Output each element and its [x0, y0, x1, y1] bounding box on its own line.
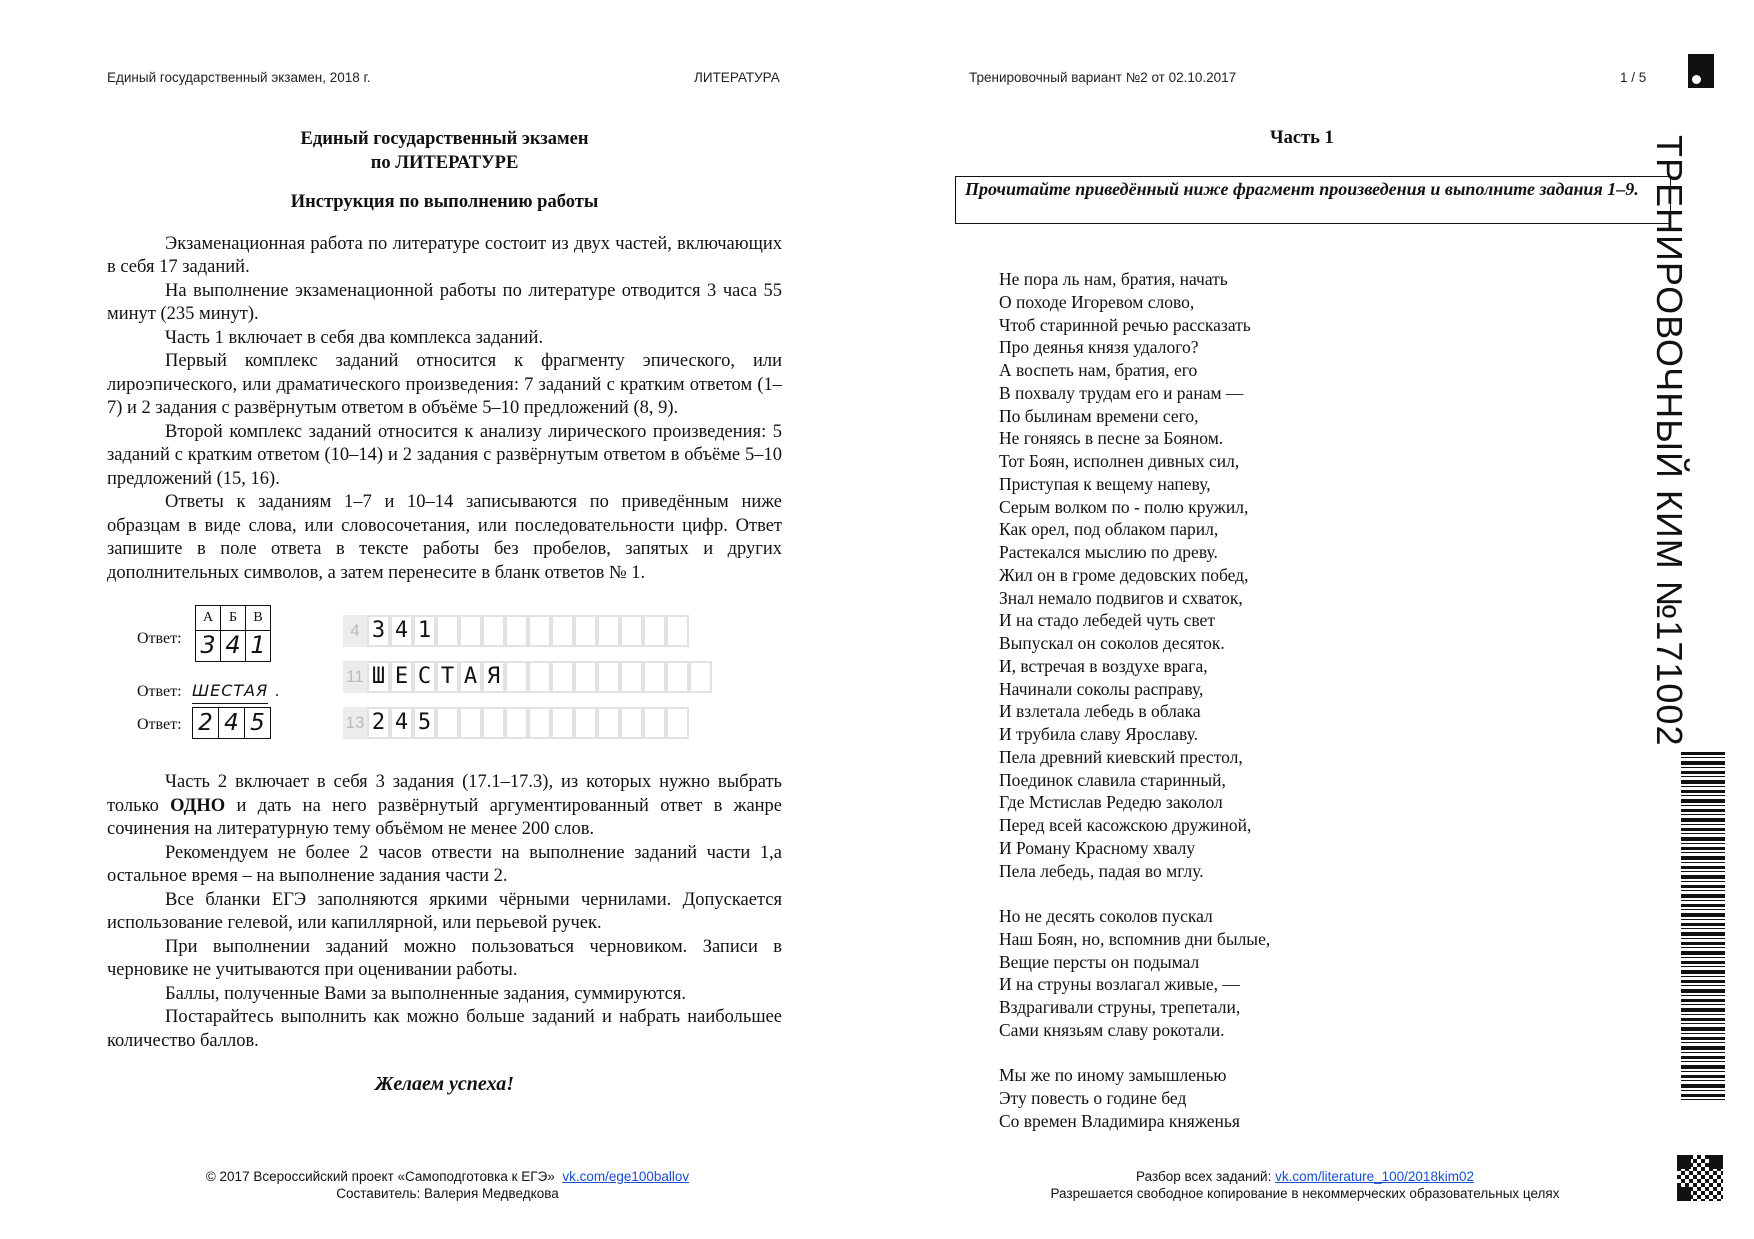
- answer-form-grid-2: [343, 661, 712, 693]
- grid-cell: [528, 615, 551, 647]
- poem-line: Не пора ль нам, братия, начать: [999, 269, 1228, 289]
- grid-cell: 4: [390, 707, 413, 739]
- paragraph: Все бланки ЕГЭ заполняются яркими чёрными чернилами. Допускается использование гелевой, или капиллярной, или перьевой ручек.: [107, 889, 782, 933]
- side-title-text: ТРЕНИРОВОЧНЫЙ КИМ №171002: [1649, 135, 1690, 747]
- word-answer-suffix: .: [275, 683, 279, 700]
- footer-copy-notice: Разрешается свободное копирование в некоммерческих образовательных целях: [1050, 1186, 1560, 1201]
- grid-cell: [689, 661, 712, 693]
- poem-line: Как орел, под облаком парил,: [999, 519, 1219, 540]
- poem-line: По былинам времени сего,: [999, 405, 1199, 426]
- poem-line: Растекался мыслию по древу.: [999, 542, 1218, 562]
- grid-cell: [505, 661, 528, 693]
- digit-box: 2: [192, 707, 219, 739]
- grid-task-number: 13: [343, 707, 367, 739]
- answer-label: Ответ:: [137, 683, 182, 700]
- footer-left: [185, 1168, 710, 1202]
- grid-cell: [666, 615, 689, 647]
- paragraph: На выполнение экзаменационной работы по литературе отводится 3 часа 55 минут (235 минут).: [107, 280, 782, 324]
- paragraph: При выполнении заданий можно пользоваться черновиком. Записи в черновике не учитываются при оценивании работы.: [107, 936, 782, 980]
- grid-cell: [666, 707, 689, 739]
- answer-label: Ответ:: [137, 630, 182, 647]
- page-title: [107, 128, 782, 175]
- poem-line: И, встречая в воздухе врага,: [999, 655, 1208, 676]
- poem-line: Поединок славила старинный,: [999, 769, 1226, 790]
- word-answer: ШЕСТАЯ: [192, 679, 268, 704]
- poem-line: Выпускал он соколов десяток.: [999, 633, 1225, 653]
- poem-fragment: [999, 268, 1270, 1155]
- grid-cell: [597, 615, 620, 647]
- poem-line: Начинали соколы расправу,: [999, 678, 1204, 699]
- grid-cell: [620, 615, 643, 647]
- paragraph: Баллы, полученные Вами за выполненные задания, суммируются.: [165, 983, 686, 1004]
- grid-cell: 4: [390, 615, 413, 647]
- grid-cell: [597, 661, 620, 693]
- grid-cell: С: [413, 661, 436, 693]
- part2-text-after: и дать на него развёрнутый аргументированный ответ в жанре сочинения на литературную тему объёмом не менее 200 слов.: [107, 795, 783, 839]
- poem-line: Знал немало подвигов и схваток,: [999, 587, 1243, 608]
- poem-line: Вздрагивали струны, трепетали,: [999, 997, 1241, 1017]
- poem-stanza: [999, 905, 1270, 1042]
- grid-cell: [551, 661, 574, 693]
- footer-link-project[interactable]: vk.com/ege100ballov: [562, 1169, 690, 1184]
- poem-line: Пела древний киевский престол,: [999, 746, 1243, 767]
- poem-line: Со времен Владимира княженья: [999, 1110, 1240, 1131]
- footer-analysis-label: Разбор всех заданий:: [1136, 1169, 1272, 1184]
- poem-line: Сами князьям славу рокотали.: [999, 1019, 1225, 1040]
- poem-line: Эту повесть о године бед: [999, 1088, 1187, 1108]
- footer-right: [1015, 1168, 1595, 1202]
- grid-cell: [551, 707, 574, 739]
- paragraph: Второй комплекс заданий относится к анализу лирического произведения: 5 заданий с кратким ответом (10–14) и 2 задания с развёрнутым ответом в объёме 5–10 предложений (15, 16).: [107, 421, 782, 489]
- poem-line: Тот Боян, исполнен дивных сил,: [999, 451, 1240, 471]
- grid-cell: Е: [390, 661, 413, 693]
- barcode-icon: [1681, 752, 1725, 1100]
- grid-cell: [505, 707, 528, 739]
- grid-cell: А: [459, 661, 482, 693]
- digit-box: 4: [218, 707, 245, 739]
- part2-text-before: Часть 2 включает в себя 3 задания (17.1–17.3), из которых нужно выбрать только: [107, 772, 782, 816]
- paragraph: Постарайтесь выполнить как можно больше заданий и набрать наибольшее количество баллов.: [107, 1007, 782, 1051]
- poem-line: В похвалу трудам его и ранам —: [999, 382, 1244, 403]
- digits-answer-boxes: [193, 707, 271, 739]
- poem-line: Вещие персты он подымал: [999, 951, 1200, 972]
- poem-line: И взлетала лебедь в облака: [999, 701, 1201, 722]
- poem-line: О походе Игоревом слово,: [999, 291, 1195, 312]
- abv-header: Б: [221, 606, 246, 631]
- paragraph: Ответы к заданиям 1–7 и 10–14 записываются по приведённым ниже образцам в виде слова, или словосочетания, или последовательности цифр. Ответ запишите в поле ответа в тексте работы без пробелов, запятых и других дополнительных символов, а затем перенесите в бланк ответов № 1.: [107, 492, 782, 583]
- poem-line: И Роману Красному хвалу: [999, 837, 1196, 858]
- grid-cell: [505, 615, 528, 647]
- abv-header: А: [196, 606, 221, 631]
- poem-line: Приступая к вещему напеву,: [999, 473, 1211, 494]
- paragraph: Часть 1 включает в себя два комплекса заданий.: [165, 327, 544, 348]
- grid-cell: [436, 615, 459, 647]
- grid-cell: [643, 707, 666, 739]
- part-title: Часть 1: [1270, 128, 1334, 148]
- paragraph: Экзаменационная работа по литературе состоит из двух частей, включающих в себя 17 заданий.: [107, 233, 782, 277]
- digit-box: 5: [244, 707, 271, 739]
- grid-cell: [574, 615, 597, 647]
- poem-line: Наш Боян, но, вспомнив дни былые,: [999, 928, 1271, 949]
- poem-line: Но не десять соколов пускал: [999, 906, 1213, 926]
- grid-cell: [482, 707, 505, 739]
- part2-bold: ОДНО: [170, 795, 226, 816]
- paragraph-part2: [107, 771, 782, 842]
- poem-line: И трубила славу Ярославу.: [999, 724, 1199, 744]
- title-line-2: по ЛИТЕРАТУРЕ: [370, 152, 519, 173]
- grid-cell: Т: [436, 661, 459, 693]
- abv-value: 4: [221, 630, 246, 661]
- abv-answer-table: [195, 605, 271, 662]
- grid-cell: [666, 661, 689, 693]
- title-line-1: Единый государственный экзамен: [300, 129, 589, 149]
- task-instruction-box: Прочитайте приведённый ниже фрагмент произведения и выполните задания 1–9.: [955, 176, 1671, 224]
- poem-line: Пела лебедь, падая во мглу.: [999, 860, 1204, 881]
- closing-wish: Желаем успеха!: [374, 1073, 515, 1095]
- grid-cell: [528, 707, 551, 739]
- answer-form-grid-3: [343, 707, 689, 739]
- grid-cell: [551, 615, 574, 647]
- poem-line: Серым волком по - полю кружил,: [999, 496, 1249, 517]
- poem-line: Мы же по иному замышленью: [999, 1065, 1227, 1086]
- grid-cell: [574, 661, 597, 693]
- grid-cell: [528, 661, 551, 693]
- poem-line: И на струны возлагал живые, —: [999, 974, 1240, 995]
- grid-cell: [574, 707, 597, 739]
- footer-link-analysis[interactable]: vk.com/literature_100/2018kim02: [1275, 1169, 1474, 1184]
- poem-line: А воспеть нам, братия, его: [999, 360, 1198, 380]
- corner-marker-icon: [1688, 54, 1714, 88]
- answer-label: Ответ:: [137, 716, 182, 733]
- footer-author: Составитель: Валерия Медведкова: [336, 1186, 559, 1201]
- poem-line: Не гоняясь в песне за Бояном.: [999, 428, 1224, 449]
- header-subject: ЛИТЕРАТУРА: [694, 70, 780, 85]
- grid-cell: [459, 615, 482, 647]
- poem-line: Жил он в громе дедовских побед,: [999, 564, 1249, 585]
- qr-code-icon: [1677, 1155, 1723, 1201]
- paragraph: Рекомендуем не более 2 часов отвести на выполнение заданий части 1,а остальное время – на выполнение задания части 2.: [107, 842, 782, 886]
- grid-cell: [643, 615, 666, 647]
- grid-cell: [482, 615, 505, 647]
- grid-cell: [643, 661, 666, 693]
- answer-form-grid-1: [343, 615, 689, 647]
- paragraph: Первый комплекс заданий относится к фрагменту эпического, или лироэпического, или драматического произведения: 7 заданий с кратким ответом (1–7) и 2 задания с развёрнутым ответом в объёме 5–10 предложений (8, 9).: [107, 351, 782, 418]
- poem-line: Перед всей касожскою дружиной,: [999, 815, 1252, 835]
- grid-cell: Я: [482, 661, 505, 693]
- grid-cell: [436, 707, 459, 739]
- header-variant: Тренировочный вариант №2 от 02.10.2017: [969, 70, 1237, 85]
- grid-task-number: 11: [343, 661, 367, 693]
- grid-cell: [597, 707, 620, 739]
- grid-cell: 1: [413, 615, 436, 647]
- header-page-number: 1 / 5: [1620, 70, 1647, 85]
- footer-copyright: © 2017 Всероссийский проект «Самоподготовка к ЕГЭ»: [205, 1169, 555, 1184]
- poem-line: Про деянья князя удалого?: [999, 337, 1199, 358]
- left-column: [107, 128, 782, 1097]
- grid-cell: [620, 661, 643, 693]
- poem-stanza: [999, 1064, 1270, 1132]
- poem-stanza: [999, 268, 1270, 882]
- poem-line: Чтоб старинной речью рассказать: [999, 314, 1251, 335]
- grid-cell: [459, 707, 482, 739]
- abv-value: 3: [196, 630, 221, 661]
- grid-cell: 5: [413, 707, 436, 739]
- instruction-title: Инструкция по выполнению работы: [290, 192, 599, 212]
- grid-task-number: 4: [343, 615, 367, 647]
- header-exam: Единый государственный экзамен, 2018 г.: [107, 70, 371, 85]
- grid-cell: Ш: [367, 661, 390, 693]
- grid-cell: 3: [367, 615, 390, 647]
- abv-value: 1: [246, 630, 271, 661]
- poem-line: Где Мстислав Редедю заколол: [999, 792, 1223, 813]
- answer-samples: [107, 605, 782, 755]
- poem-line: И на стадо лебедей чуть свет: [999, 610, 1215, 631]
- grid-cell: [620, 707, 643, 739]
- grid-cell: 2: [367, 707, 390, 739]
- abv-header: В: [246, 606, 271, 631]
